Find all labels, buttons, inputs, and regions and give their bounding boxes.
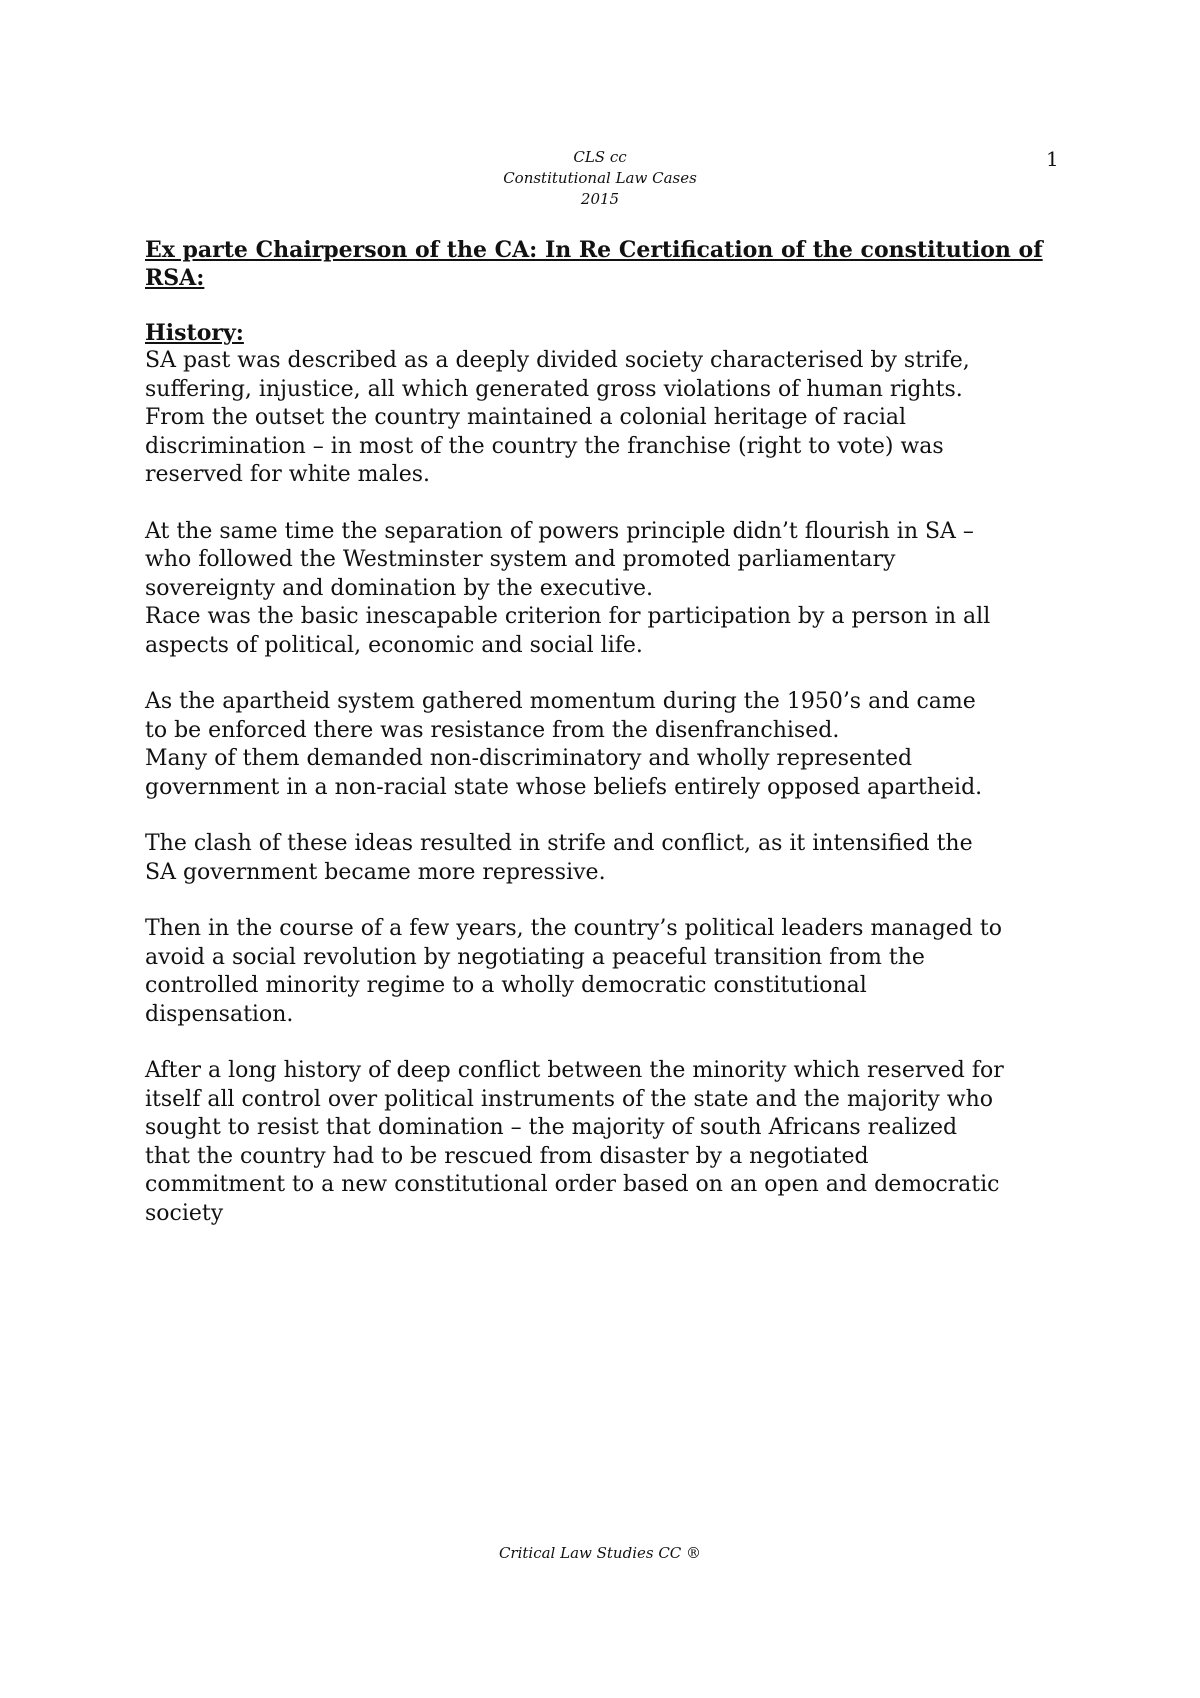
paragraph: As the apartheid system gathered momentum during the 1950’s and came to be enforced there was resistance from the disenfranchised. Many of them demanded non-discriminatory and wholly represented government in a non-racial state whose beliefs entirely opposed apartheid.	[145, 689, 983, 800]
page-number: 1	[1046, 147, 1059, 171]
paragraph: Then in the course of a few years, the country’s political leaders managed to avoid a social revolution by negotiating a peaceful transition from the controlled minority regime to a wholly democratic constitutional dispensation.	[145, 916, 1002, 1027]
paragraph: At the same time the separation of powers principle didn’t flourish in SA – who followed the Westminster system and promoted parliamentary sovereignty and domination by the executive. Race was the basic inescapable criterion for participation by a person in all aspects of political, economic and social life.	[145, 518, 991, 658]
case-title: Ex parte Chairperson of the CA: In Re Certification of the constitution of RSA:	[145, 237, 1043, 291]
document-body	[145, 236, 1080, 1256]
section-heading-history: History:	[145, 320, 244, 346]
header-year: 2015	[580, 190, 620, 208]
header-company: CLS cc	[573, 148, 627, 166]
paragraph: The clash of these ideas resulted in strife and conflict, as it intensified the SA government became more repressive.	[145, 831, 973, 885]
page-footer: Critical Law Studies CC ®	[498, 1544, 702, 1562]
paragraph: SA past was described as a deeply divided society characterised by strife, suffering, injustice, all which generated gross violations of human rights. From the outset the country maintained a colonial heritage of racial discrimination – in most of the country the franchise (right to vote) was reserved for white males.	[145, 348, 970, 487]
paragraph: After a long history of deep conflict between the minority which reserved for itself all control over political instruments of the state and the majority who sought to resist that domination – the majority of south Africans realized that the country had to be rescued from disaster by a negotiated commitment to a new constitutional order based on an open and democratic society	[145, 1058, 1004, 1226]
header-subject: Constitutional Law Cases	[503, 169, 697, 187]
page-header	[0, 147, 1200, 210]
